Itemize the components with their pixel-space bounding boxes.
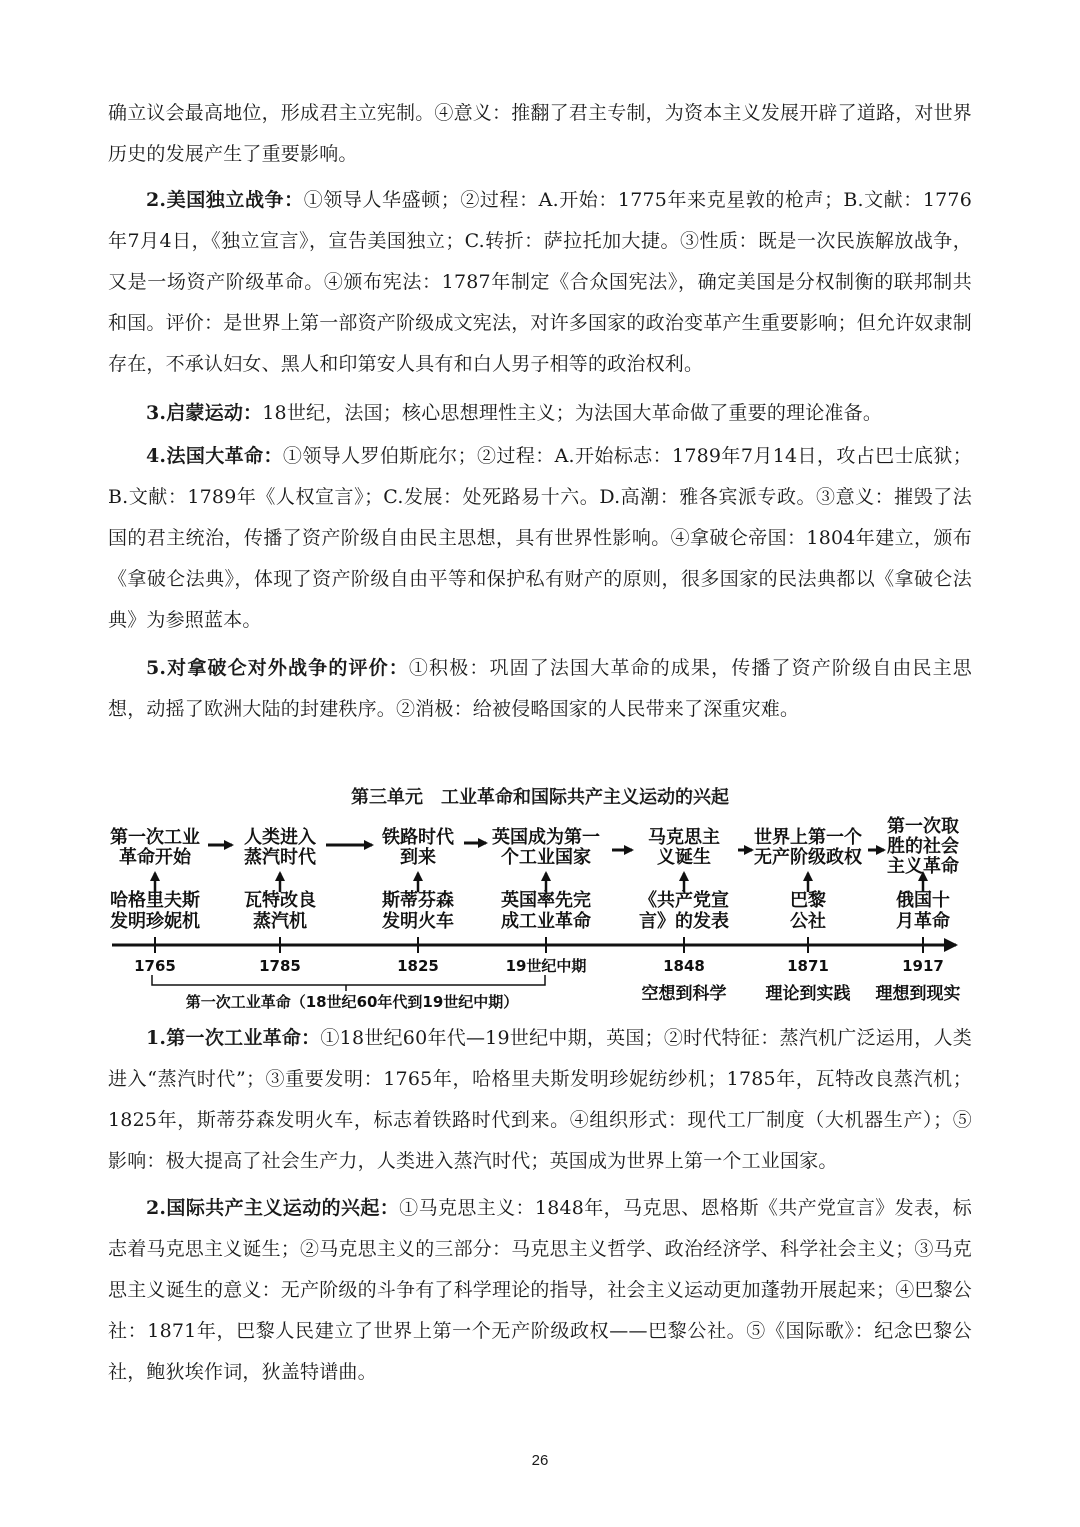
- timeline-top-label: 革命开始: [119, 847, 191, 868]
- timeline-bottom-label: 瓦特改良: [244, 890, 316, 911]
- timeline-bottom-label: 月革命: [896, 911, 950, 932]
- timeline-bottom-label: 发明火车: [382, 911, 454, 932]
- unit-title: 第三单元 工业革命和国际共产主义运动的兴起: [351, 787, 729, 808]
- timeline-top-label: 马克思主: [648, 827, 720, 848]
- timeline-phase-label: 理论到实践: [765, 984, 851, 1004]
- timeline-phase-label: 空想到科学: [641, 984, 727, 1004]
- timeline-bottom-label: 斯蒂芬森: [382, 890, 454, 911]
- timeline-bottom-label: 发明珍妮机: [110, 911, 200, 932]
- timeline-year: 1917: [902, 957, 944, 975]
- paragraph-heading: 5.对拿破仑对外战争的评价：: [146, 657, 409, 679]
- timeline-bottom-label: 《共产党宣: [639, 890, 729, 911]
- timeline-top-label: 英国成为第一: [492, 827, 600, 848]
- paragraph-communist-movement: 2.国际共产主义运动的兴起：①马克思主义：1848年，马克思、恩格斯《共产党宣言》发表，标志着马克思主义诞生；②马克思主义的三部分：马克思主义哲学、政治经济学、科学社会主义；③马克思主义诞生的意义：无产阶级的斗争有了科学理论的指导，社会主义运动更加蓬勃开展起来；④巴黎公社：1871年，巴黎人民建立了世界上第一个无产阶级政权——巴黎公社。⑤《国际歌》：纪念巴黎公社，鲍狄埃作词，狄盖特谱曲。: [108, 1197, 973, 1383]
- paragraph-french-revolution: 4.法国大革命：①领导人罗伯斯庇尔；②过程：A.开始标志：1789年7月14日，攻占巴士底狱；B.文献：1789年《人权宣言》；C.发展：处死路易十六。D.高潮：雅各宾派专政。③意义：摧毁了法国的君主统治，传播了资产阶级自由民主思想，具有世界性影响。④拿破仑帝国：1804年建立，颁布《拿破仑法典》，体现了资产阶级自由平等和保护私有财产的原则，很多国家的民法典都以《拿破仑法典》为参照蓝本。: [108, 445, 972, 631]
- paragraph-heading: 1.第一次工业革命：: [146, 1027, 321, 1049]
- timeline-top-label: 蒸汽时代: [244, 847, 316, 868]
- paragraph-heading: 3.启蒙运动：: [146, 402, 263, 424]
- timeline-year: 1765: [134, 957, 176, 975]
- timeline-bottom-label: 蒸汽机: [253, 911, 307, 932]
- timeline-top-label: 人类进入: [244, 827, 316, 848]
- timeline-bottom-label: 成工业革命: [501, 911, 591, 932]
- timeline-bracket-label: 第一次工业革命（18世纪60年代到19世纪中期）: [185, 993, 519, 1011]
- timeline-bracket: [152, 975, 545, 985]
- timeline-top-label: 个工业国家: [501, 847, 591, 868]
- paragraph-continued: 确立议会最高地位，形成君主立宪制。④意义：推翻了君主专制，为资本主义发展开辟了道路，对世界历史的发展产生了重要影响。: [108, 102, 973, 165]
- timeline-top-label: 第一次工业: [110, 827, 200, 848]
- timeline-year: 1871: [787, 957, 829, 975]
- timeline-top-label: 到来: [400, 847, 436, 868]
- timeline-bottom-label: 英国率先完: [501, 890, 591, 911]
- timeline-top-label: 无产阶级政权: [754, 847, 862, 868]
- timeline-top-label: 世界上第一个: [754, 827, 862, 848]
- paragraph-heading: 2.美国独立战争：: [146, 189, 304, 211]
- page-number: 26: [531, 1452, 549, 1469]
- timeline-bottom-label: 言》的发表: [639, 911, 729, 932]
- timeline-top-label: 铁路时代: [382, 827, 454, 848]
- timeline-bottom-label: 巴黎: [790, 890, 826, 911]
- paragraph-american-war: 2.美国独立战争：①领导人华盛顿；②过程：A.开始：1775年来克星敦的枪声；B.文献：1776年7月4日，《独立宣言》，宣告美国独立；C.转折：萨拉托加大捷。③性质：既是一次民族解放战争，又是一场资产阶级革命。④颁布宪法：1787年制定《合众国宪法》，确定美国是分权制衡的联邦制共和国。评价：是世界上第一部资产阶级成文宪法，对许多国家的政治变革产生重要影响；但允许奴隶制存在，不承认妇女、黑人和印第安人具有和白人男子相等的政治权利。: [108, 189, 973, 375]
- paragraph-heading: 2.国际共产主义运动的兴起：: [146, 1197, 400, 1219]
- timeline-top-label: 义诞生: [657, 847, 711, 868]
- timeline-bottom-label: 哈格里夫斯: [110, 890, 200, 911]
- timeline-top-label: 胜的社会: [887, 836, 959, 857]
- timeline-year: 1825: [397, 957, 439, 975]
- timeline-year: 19世纪中期: [505, 957, 587, 975]
- timeline-top-label: 主义革命: [887, 856, 959, 877]
- paragraph-napoleon: 5.对拿破仑对外战争的评价：①积极：巩固了法国大革命的成果，传播了资产阶级自由民主思想，动摇了欧洲大陆的封建秩序。②消极：给被侵略国家的人民带来了深重灾难。: [108, 657, 972, 720]
- timeline-year: 1785: [259, 957, 301, 975]
- paragraph-enlightenment: 3.启蒙运动：18世纪，法国；核心思想理性主义；为法国大革命做了重要的理论准备。: [146, 402, 883, 424]
- timeline-bottom-label: 公社: [790, 911, 826, 932]
- timeline-phase-label: 理想到现实: [875, 984, 961, 1004]
- timeline-year: 1848: [663, 957, 705, 975]
- paragraph-heading: 4.法国大革命：: [146, 445, 283, 467]
- paragraph-industrial-revolution: 1.第一次工业革命：①18世纪60年代—19世纪中期，英国；②时代特征：蒸汽机广泛运用，人类进入“蒸汽时代”；③重要发明：1765年，哈格里夫斯发明珍妮纺纱机；1785年，瓦特改良蒸汽机；1825年，斯蒂芬森发明火车，标志着铁路时代到来。④组织形式：现代工厂制度（大机器生产）；⑤影响：极大提高了社会生产力，人类进入蒸汽时代；英国成为世界上第一个工业国家。: [108, 1027, 972, 1172]
- timeline-bottom-label: 俄国十: [896, 890, 950, 911]
- timeline-top-label: 第一次取: [887, 816, 959, 837]
